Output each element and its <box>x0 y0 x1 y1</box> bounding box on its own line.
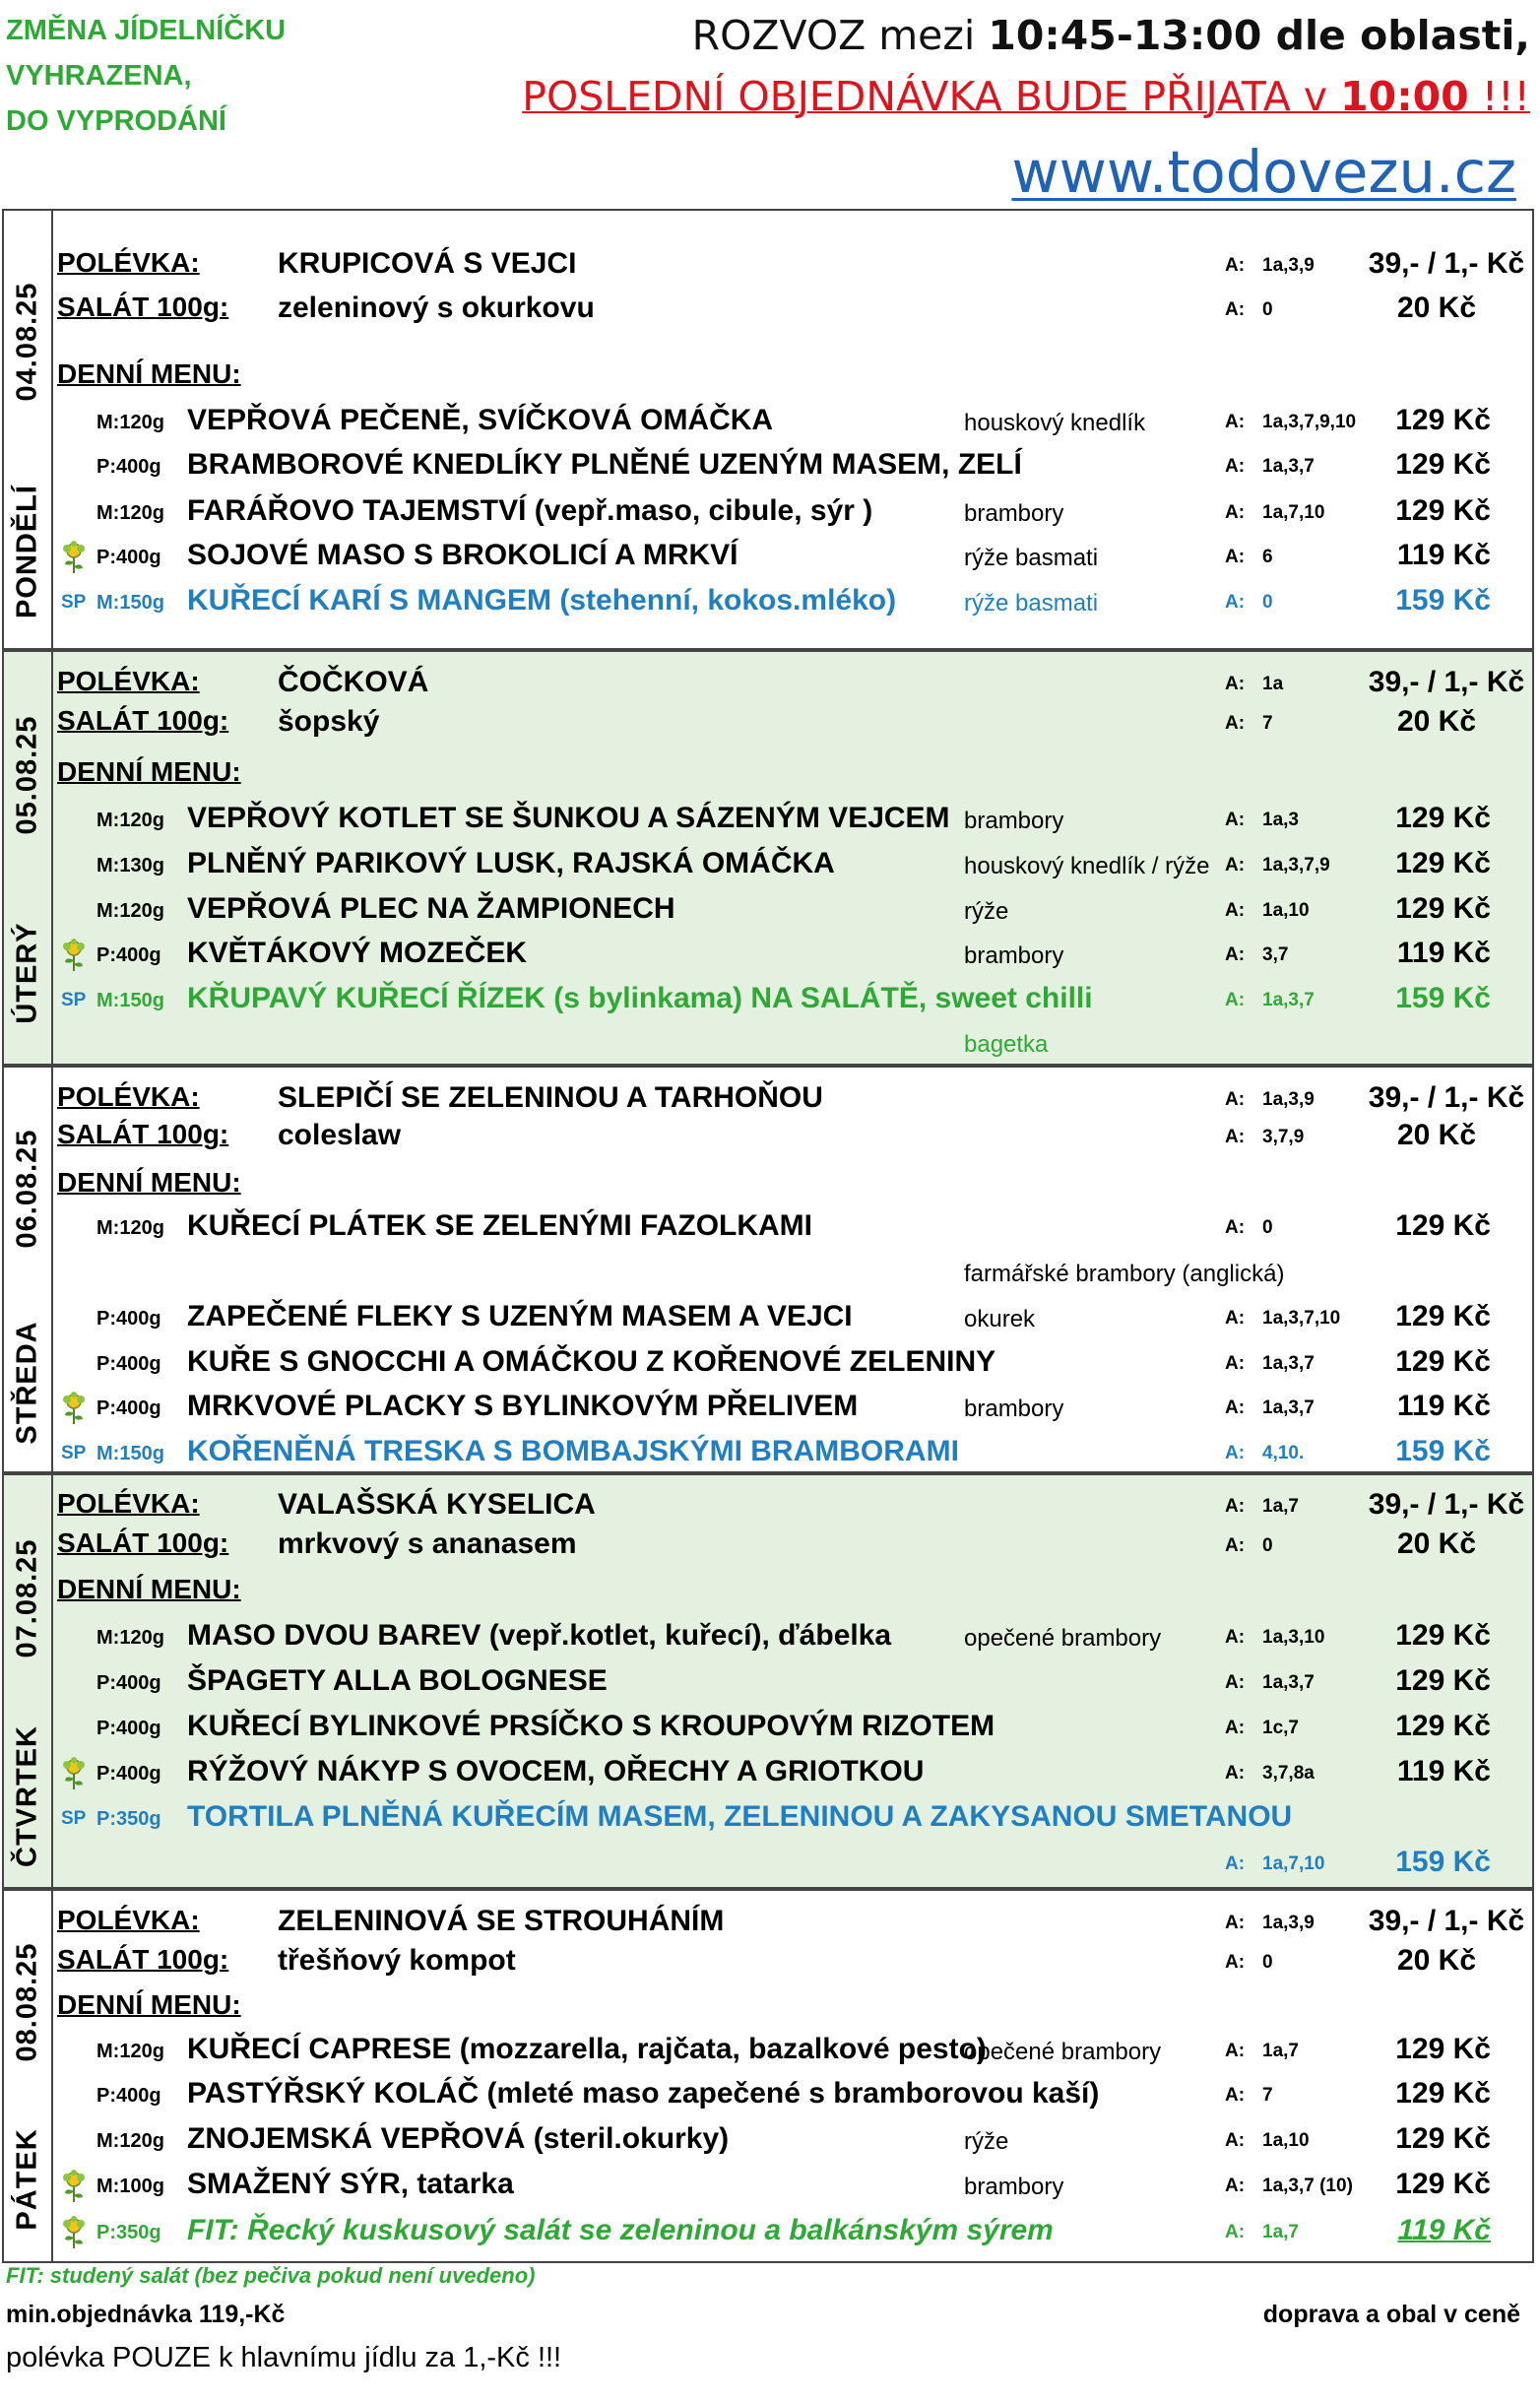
dish-name: MASO DVOU BAREV (vepř.kotlet, kuřecí), ďábelka <box>187 1619 892 1652</box>
daily-menu-label: DENNÍ MENU: <box>57 1989 241 2020</box>
sp-badge: SP <box>61 1808 87 1829</box>
allergen-label: A: <box>1225 592 1246 613</box>
dish-portion: M:120g <box>96 502 164 524</box>
dish-side: brambory <box>964 1396 1064 1422</box>
vegetarian-icon <box>61 1757 87 1790</box>
daily-menu-label: DENNÍ MENU: <box>57 756 241 787</box>
salad-row <box>4 1944 1532 1987</box>
order-time: 10:00 <box>1340 73 1469 120</box>
allergen-label: A: <box>1225 1718 1246 1738</box>
salad-label: SALÁT 100g: <box>57 705 229 736</box>
dish-side: opečené brambory <box>964 1625 1162 1652</box>
allergen-label: A: <box>1225 990 1246 1010</box>
dish-side: brambory <box>964 942 1064 969</box>
dish-row <box>4 1390 1532 1433</box>
dish-side: houskový knedlík <box>964 410 1146 436</box>
dish-portion: P:400g <box>96 1672 161 1694</box>
soup-label: POLÉVKA: <box>57 666 200 696</box>
order-prefix: POSLEDNÍ OBJEDNÁVKA BUDE PŘIJATA v <box>522 73 1341 120</box>
soup-price: 39,- / 1,- Kč <box>1368 1905 1525 1937</box>
soup-note: polévka POUZE k hlavnímu jídlu za 1,-Kč !!! <box>6 2342 562 2373</box>
salad-row <box>4 1119 1532 1162</box>
order-suffix: !!! <box>1468 73 1530 120</box>
allergen-label: A: <box>1225 713 1246 734</box>
dish-side: rýže <box>964 898 1009 925</box>
allergen-label: A: <box>1225 2085 1246 2106</box>
dish-row <box>4 1209 1532 1253</box>
dish-price: 159 Kč <box>1395 584 1491 617</box>
dish-price: 129 Kč <box>1395 404 1491 436</box>
dish-side: brambory <box>964 500 1064 527</box>
dish-row <box>4 1755 1532 1798</box>
day-name: ČTVRTEK <box>11 1725 43 1868</box>
daily-menu-heading <box>4 756 1532 800</box>
salad-row <box>4 705 1532 748</box>
dish-price: 129 Kč <box>1395 2033 1491 2065</box>
dish-price: 119 Kč <box>1396 937 1491 969</box>
dish-portion: M:120g <box>96 2041 164 2062</box>
soup-allergens: 1a,3,9 <box>1262 1089 1315 1110</box>
dish-name: PLNĚNÝ PARIKOVÝ LUSK, RAJSKÁ OMÁČKA <box>187 847 835 879</box>
extra-side-row <box>4 1025 1532 1069</box>
dish-row <box>4 1619 1532 1662</box>
soup-price: 39,- / 1,- Kč <box>1368 1488 1525 1521</box>
dish-price: 129 Kč <box>1395 2168 1491 2200</box>
allergen-label: A: <box>1225 674 1246 694</box>
dish-row <box>4 1345 1532 1389</box>
dish-price: 129 Kč <box>1395 1664 1491 1697</box>
dish-name: KUŘECÍ CAPRESE (mozzarella, rajčata, bazalkové pesto) <box>187 2033 987 2065</box>
dish-side: opečené brambory <box>964 2039 1162 2065</box>
dish-row <box>4 847 1532 890</box>
salad-label: SALÁT 100g: <box>57 1944 229 1975</box>
dish-allergens: 3,7 <box>1262 944 1289 965</box>
salad-allergens: 0 <box>1262 1535 1273 1556</box>
notice-line-2: VYHRAZENA, <box>6 60 192 92</box>
allergen-label: A: <box>1225 1535 1246 1556</box>
dish-name: KUŘECÍ KARÍ S MANGEM (stehenní, kokos.mléko) <box>187 584 897 617</box>
sp-badge: SP <box>61 990 87 1010</box>
dish-name: MRKVOVÉ PLACKY S BYLINKOVÝM PŘELIVEM <box>187 1390 859 1422</box>
dish-row <box>4 494 1532 538</box>
dish-price: 119 Kč <box>1396 1755 1491 1787</box>
delivery-time: 10:45-13:00 dle oblasti, <box>988 12 1530 59</box>
soup-name: ZELENINOVÁ SE STROUHÁNÍM <box>278 1905 725 1937</box>
dish-price-row <box>4 1846 1532 1889</box>
salad-name: zeleninový s okurkovu <box>278 292 595 324</box>
vegetarian-icon <box>61 541 87 574</box>
dish-allergens: 1a,7 <box>1262 2041 1299 2061</box>
dish-row <box>4 448 1532 491</box>
soup-label: POLÉVKA: <box>57 1081 200 1112</box>
dish-row <box>4 584 1532 627</box>
dish-allergens: 1a,10 <box>1262 900 1310 921</box>
dish-portion: P:400g <box>96 547 161 568</box>
soup-price: 39,- / 1,- Kč <box>1368 247 1525 280</box>
delivery-prefix: ROZVOZ mezi <box>691 12 989 59</box>
dish-row <box>4 937 1532 980</box>
dish-row <box>4 2033 1532 2076</box>
salad-price: 20 Kč <box>1396 1527 1477 1560</box>
day-date: 04.08.25 <box>11 282 43 402</box>
salad-label: SALÁT 100g: <box>57 292 229 322</box>
dish-portion: M:100g <box>96 2176 164 2197</box>
sp-badge: SP <box>61 1443 87 1463</box>
sp-badge: SP <box>61 592 87 613</box>
dish-row <box>4 2214 1532 2257</box>
dish-allergens: 1a,3,7 <box>1262 990 1315 1010</box>
dish-price: 129 Kč <box>1395 802 1491 834</box>
allergen-label: A: <box>1225 2130 1246 2151</box>
notice-line-3: DO VYPRODÁNÍ <box>6 105 226 137</box>
dish-row <box>4 404 1532 447</box>
soup-row <box>4 1905 1532 1948</box>
extra-side-row <box>4 1255 1532 1298</box>
soup-name: VALAŠSKÁ KYSELICA <box>278 1488 596 1521</box>
delivery-note: doprava a obal v ceně <box>1262 2301 1520 2328</box>
dish-portion: P:350g <box>96 1808 161 1830</box>
dish-price: 129 Kč <box>1395 1619 1491 1652</box>
allergen-label: A: <box>1225 255 1246 276</box>
dish-name: SMAŽENÝ SÝR, tatarka <box>187 2168 514 2200</box>
dish-name: VEPŘOVÁ PLEC NA ŽAMPIONECH <box>187 892 675 925</box>
dish-price: 129 Kč <box>1395 1345 1491 1378</box>
day-name: PONDĚLÍ <box>11 485 43 619</box>
fit-note: FIT: studený salát (bez pečiva pokud není uvedeno) <box>6 2263 536 2288</box>
dish-portion: M:120g <box>96 900 164 922</box>
allergen-label: A: <box>1225 1217 1246 1238</box>
dish-row <box>4 1435 1532 1478</box>
website-link[interactable]: www.todovezu.cz <box>1011 138 1516 206</box>
dish-allergens: 1a,3,7 <box>1262 456 1315 477</box>
day-block <box>2 650 1534 1066</box>
dish-allergens: 1a,7,10 <box>1262 502 1325 523</box>
allergen-label: A: <box>1225 1913 1246 1933</box>
salad-name: třešňový kompot <box>278 1944 516 1977</box>
dish-portion: M:120g <box>96 2130 164 2152</box>
dish-allergens: 0 <box>1262 1217 1273 1238</box>
soup-label: POLÉVKA: <box>57 247 200 278</box>
soup-allergens: 1a,7 <box>1262 1496 1299 1517</box>
dish-allergens: 4,10. <box>1262 1443 1305 1463</box>
dish-allergens: 1a,3 <box>1262 810 1299 830</box>
salad-label: SALÁT 100g: <box>57 1527 229 1558</box>
soup-allergens: 1a,3,9 <box>1262 1913 1315 1933</box>
day-block <box>2 1066 1534 1473</box>
soup-price: 39,- / 1,- Kč <box>1368 1081 1525 1114</box>
allergen-label: A: <box>1225 547 1246 567</box>
dish-row <box>4 982 1532 1025</box>
dish-allergens: 1a,3,7 <box>1262 1672 1315 1693</box>
dish-name: RÝŽOVÝ NÁKYP S OVOCEM, OŘECHY A GRIOTKOU <box>187 1755 925 1787</box>
dish-portion: P:350g <box>96 2222 161 2243</box>
dish-row <box>4 1800 1532 1844</box>
dish-name: SOJOVÉ MASO S BROKOLICÍ A MRKVÍ <box>187 539 738 571</box>
dish-price: 159 Kč <box>1395 1435 1491 1467</box>
allergen-label: A: <box>1225 299 1246 320</box>
soup-allergens: 1a,3,9 <box>1262 255 1315 276</box>
dish-side: brambory <box>964 2174 1064 2200</box>
allergen-label: A: <box>1225 1089 1246 1110</box>
vegetarian-icon <box>61 1392 87 1425</box>
soup-label: POLÉVKA: <box>57 1905 200 1935</box>
salad-allergens: 3,7,9 <box>1262 1127 1305 1147</box>
notice-line-1: ZMĚNA JÍDELNÍČKU <box>6 15 287 46</box>
salad-allergens: 0 <box>1262 299 1273 320</box>
dish-portion: P:400g <box>96 1763 161 1785</box>
day-block <box>2 209 1534 650</box>
allergen-label: A: <box>1225 2222 1246 2242</box>
last-order-info <box>522 73 1530 120</box>
dish-price: 129 Kč <box>1395 892 1491 925</box>
allergen-label: A: <box>1225 1127 1246 1147</box>
dish-allergens: 1a,3,7 (10) <box>1262 2176 1353 2196</box>
dish-row <box>4 1710 1532 1753</box>
dish-portion: M:120g <box>96 1627 164 1649</box>
day-date: 07.08.25 <box>11 1538 43 1658</box>
salad-price: 20 Kč <box>1396 1944 1477 1977</box>
daily-menu-heading <box>4 1989 1532 2033</box>
dish-name: KVĚTÁKOVÝ MOZEČEK <box>187 937 528 969</box>
soup-row <box>4 247 1532 291</box>
dish-row <box>4 892 1532 936</box>
soup-row <box>4 1488 1532 1531</box>
salad-name: mrkvový s ananasem <box>278 1527 577 1560</box>
salad-allergens: 7 <box>1262 713 1273 734</box>
dish-price: 159 Kč <box>1395 1846 1491 1878</box>
daily-menu-heading <box>4 1167 1532 1210</box>
dish-allergens: 0 <box>1262 592 1273 613</box>
dish-price: 119 Kč <box>1396 539 1491 571</box>
dish-allergens: 1a,3,7,10 <box>1262 1308 1341 1329</box>
day-date: 08.08.25 <box>11 1942 43 2062</box>
menu-change-notice <box>6 8 286 144</box>
day-name: PÁTEK <box>11 2128 43 2231</box>
vegetarian-icon <box>61 939 87 972</box>
salad-price: 20 Kč <box>1396 292 1477 324</box>
dish-side: okurek <box>964 1306 1036 1332</box>
allergen-label: A: <box>1225 900 1246 921</box>
dish-side: rýže <box>964 2128 1009 2155</box>
dish-allergens: 1a,7,10 <box>1262 1853 1325 1874</box>
daily-menu-label: DENNÍ MENU: <box>57 1167 241 1198</box>
vegetarian-icon <box>61 2170 87 2203</box>
dish-price: 129 Kč <box>1395 494 1491 527</box>
dish-name: BRAMBOROVÉ KNEDLÍKY PLNĚNÉ UZENÝM MASEM, ZELÍ <box>187 448 1022 481</box>
min-order-note: min.objednávka 119,-Kč <box>6 2301 286 2328</box>
dish-price: 129 Kč <box>1395 1209 1491 1242</box>
dish-side: brambory <box>964 808 1064 834</box>
allergen-label: A: <box>1225 1308 1246 1329</box>
allergen-label: A: <box>1225 1443 1246 1463</box>
vegetarian-icon <box>61 2216 87 2249</box>
dish-allergens: 1c,7 <box>1262 1718 1299 1738</box>
dish-portion: M:150g <box>96 592 164 614</box>
dish-price: 129 Kč <box>1395 847 1491 879</box>
dish-row <box>4 2168 1532 2211</box>
daily-menu-heading <box>4 1574 1532 1617</box>
dish-name: FARÁŘOVO TAJEMSTVÍ (vepř.maso, cibule, sýr ) <box>187 494 873 527</box>
day-date: 06.08.25 <box>11 1129 43 1249</box>
dish-row <box>4 1300 1532 1343</box>
dish-price: 129 Kč <box>1395 2122 1491 2155</box>
dish-portion: M:130g <box>96 855 164 877</box>
dish-allergens: 1a,3,7,9 <box>1262 855 1330 876</box>
dish-name: KUŘECÍ BYLINKOVÉ PRSÍČKO S KROUPOVÝM RIZOTEM <box>187 1710 995 1742</box>
allergen-label: A: <box>1225 2041 1246 2061</box>
salad-price: 20 Kč <box>1396 705 1477 738</box>
day-name: ÚTERÝ <box>11 922 43 1024</box>
dish-allergens: 1a,3,7,9,10 <box>1262 412 1357 432</box>
dish-portion: P:400g <box>96 456 161 478</box>
dish-price: 159 Kč <box>1395 982 1491 1014</box>
dish-name: ZAPEČENÉ FLEKY S UZENÝM MASEM A VEJCI <box>187 1300 853 1332</box>
dish-price: 129 Kč <box>1395 1710 1491 1742</box>
dish-portion: P:400g <box>96 944 161 966</box>
salad-row <box>4 292 1532 335</box>
soup-allergens: 1a <box>1262 674 1284 694</box>
dish-name: VEPŘOVÝ KOTLET SE ŠUNKOU A SÁZENÝM VEJCEM <box>187 802 950 834</box>
soup-row <box>4 666 1532 709</box>
allergen-label: A: <box>1225 810 1246 830</box>
dish-side: rýže basmati <box>964 590 1099 617</box>
dish-allergens: 3,7,8a <box>1262 1763 1315 1784</box>
dish-side: rýže basmati <box>964 545 1099 571</box>
dish-portion: P:400g <box>96 2085 161 2107</box>
dish-name: PASTÝŘSKÝ KOLÁČ (mleté maso zapečené s bramborovou kaší) <box>187 2077 1100 2110</box>
allergen-label: A: <box>1225 1672 1246 1693</box>
dish-name: KOŘENĚNÁ TRESKA S BOMBAJSKÝMI BRAMBORAMI <box>187 1435 959 1467</box>
dish-price: 129 Kč <box>1395 448 1491 481</box>
soup-label: POLÉVKA: <box>57 1488 200 1519</box>
salad-name: coleslaw <box>278 1119 402 1151</box>
allergen-label: A: <box>1225 1353 1246 1374</box>
extra-side: bagetka <box>964 1031 1049 1058</box>
dish-price: 129 Kč <box>1395 2077 1491 2110</box>
dish-name: ŠPAGETY ALLA BOLOGNESE <box>187 1664 608 1697</box>
dish-side: houskový knedlík / rýže <box>964 853 1210 879</box>
daily-menu-label: DENNÍ MENU: <box>57 1574 241 1604</box>
dish-name: KUŘECÍ PLÁTEK SE ZELENÝMI FAZOLKAMI <box>187 1209 813 1242</box>
daily-menu-label: DENNÍ MENU: <box>57 358 241 389</box>
dish-name: KŘUPAVÝ KUŘECÍ ŘÍZEK (s bylinkama) NA SALÁTĚ, sweet chilli <box>187 982 1093 1014</box>
dish-allergens: 1a,3,7 <box>1262 1353 1315 1374</box>
salad-allergens: 0 <box>1262 1952 1273 1973</box>
dish-row <box>4 2122 1532 2166</box>
dish-portion: P:400g <box>96 1353 161 1375</box>
dish-name: ZNOJEMSKÁ VEPŘOVÁ (steril.okurky) <box>187 2122 730 2155</box>
allergen-label: A: <box>1225 1763 1246 1784</box>
dish-price: 119 Kč <box>1397 2214 1491 2246</box>
daily-menu-heading <box>4 358 1532 402</box>
extra-side: farmářské brambory (anglická) <box>964 1261 1285 1287</box>
allergen-label: A: <box>1225 1397 1246 1418</box>
dish-allergens: 1a,3,10 <box>1262 1627 1325 1648</box>
dish-allergens: 6 <box>1262 547 1273 567</box>
dish-price: 119 Kč <box>1396 1390 1491 1422</box>
allergen-label: A: <box>1225 1496 1246 1517</box>
dish-allergens: 7 <box>1262 2085 1273 2106</box>
day-name: STŘEDA <box>11 1321 43 1445</box>
dish-portion: P:400g <box>96 1718 161 1739</box>
dish-portion: M:150g <box>96 1443 164 1464</box>
allergen-label: A: <box>1225 944 1246 965</box>
dish-name: KUŘE S GNOCCHI A OMÁČKOU Z KOŘENOVÉ ZELENINY <box>187 1345 996 1378</box>
allergen-label: A: <box>1225 412 1246 432</box>
delivery-time-info <box>692 12 1530 59</box>
soup-price: 39,- / 1,- Kč <box>1368 666 1525 698</box>
dish-portion: M:120g <box>96 1217 164 1239</box>
allergen-label: A: <box>1225 1853 1246 1874</box>
day-block <box>2 1889 1534 2263</box>
dish-row <box>4 1664 1532 1708</box>
dish-allergens: 1a,7 <box>1262 2222 1299 2242</box>
salad-price: 20 Kč <box>1396 1119 1477 1151</box>
salad-row <box>4 1527 1532 1571</box>
dish-name: TORTILA PLNĚNÁ KUŘECÍM MASEM, ZELENINOU A ZAKYSANOU SMETANOU <box>187 1800 1293 1833</box>
dish-portion: M:120g <box>96 810 164 831</box>
dish-portion: M:150g <box>96 990 164 1011</box>
dish-portion: P:400g <box>96 1308 161 1330</box>
allergen-label: A: <box>1225 2176 1246 2196</box>
soup-name: KRUPICOVÁ S VEJCI <box>278 247 577 280</box>
allergen-label: A: <box>1225 855 1246 876</box>
dish-row <box>4 2077 1532 2120</box>
dish-row <box>4 802 1532 845</box>
dish-price: 129 Kč <box>1395 1300 1491 1332</box>
dish-row <box>4 539 1532 582</box>
dish-name: VEPŘOVÁ PEČENĚ, SVÍČKOVÁ OMÁČKA <box>187 404 774 436</box>
allergen-label: A: <box>1225 502 1246 523</box>
allergen-label: A: <box>1225 456 1246 477</box>
salad-label: SALÁT 100g: <box>57 1119 229 1149</box>
day-block <box>2 1473 1534 1889</box>
dish-portion: M:120g <box>96 412 164 433</box>
day-date: 05.08.25 <box>11 715 43 835</box>
dish-name: FIT: Řecký kuskusový salát se zeleninou a balkánským sýrem <box>187 2214 1054 2246</box>
dish-allergens: 1a,10 <box>1262 2130 1310 2151</box>
soup-name: ČOČKOVÁ <box>278 666 429 698</box>
soup-name: SLEPIČÍ SE ZELENINOU A TARHOŇOU <box>278 1081 823 1114</box>
allergen-label: A: <box>1225 1952 1246 1973</box>
dish-allergens: 1a,3,7 <box>1262 1397 1315 1418</box>
salad-name: šopský <box>278 705 380 738</box>
allergen-label: A: <box>1225 1627 1246 1648</box>
dish-portion: P:400g <box>96 1397 161 1419</box>
